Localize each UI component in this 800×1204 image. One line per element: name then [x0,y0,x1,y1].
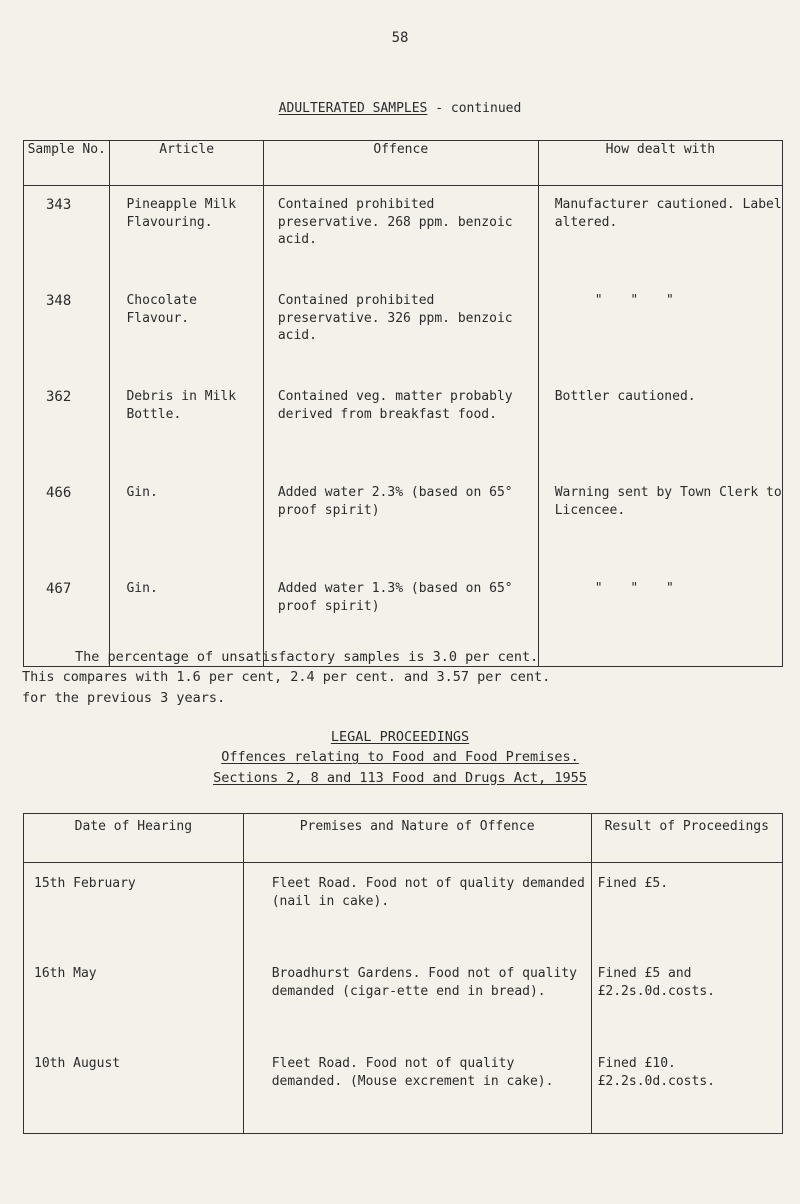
result: Fined £5 and £2.2s.0d.costs. [591,953,782,1043]
premises-offence: Fleet Road. Food not of quality demanded (nail in cake). [243,863,591,954]
section-title-main: ADULTERATED SAMPLES [278,101,428,116]
offence: Contained prohibited preservative. 326 ppm. benzoic acid. [263,282,538,378]
legal-proceedings-heading [0,727,800,788]
premises-offence: Fleet Road. Food not of quality demanded. (Mouse excrement in cake). [243,1043,591,1134]
col-header-offence: Offence [263,141,538,186]
hearing-date: 16th May [24,953,244,1043]
percentage-paragraph [22,647,782,708]
col-header-article: Article [110,141,263,186]
col-header-how-dealt: How dealt with [538,141,782,186]
how-dealt: Warning sent by Town Clerk to Licencee. [538,474,782,570]
ditto-marks: " " " [594,581,684,596]
sample-no: 362 [24,378,110,474]
sample-no: 466 [24,474,110,570]
offence: Contained veg. matter probably derived from breakfast food. [263,378,538,474]
offence: Added water 1.3% (based on 65° proof spirit) [263,570,538,667]
result: Fined £5. [591,863,782,954]
article: Pineapple Milk Flavouring. [110,186,263,283]
paragraph-line: This compares with 1.6 per cent, 2.4 per cent. and 3.57 per cent. [22,669,551,686]
section-title-suffix: - continued [435,101,522,116]
article: Debris in Milk Bottle. [110,378,263,474]
hearing-date: 15th February [24,863,244,954]
sample-no: 343 [24,186,110,283]
section-title [0,101,800,116]
table-row [24,474,783,570]
col-header-premises: Premises and Nature of Offence [243,814,591,863]
paragraph-line: for the previous 3 years. [22,689,226,706]
hearing-date: 10th August [24,1043,244,1134]
sample-no: 467 [24,570,110,667]
paragraph-line: The percentage of unsatisfactory samples is 3.0 per cent. [75,649,539,665]
article: Chocolate Flavour. [110,282,263,378]
how-dealt: Bottler cautioned. [538,378,782,474]
article: Gin. [110,474,263,570]
legal-subtitle-1: Offences relating to Food and Food Premises. [221,749,579,766]
col-header-sample-no: Sample No. [24,141,110,186]
adulterated-samples-table [23,140,783,667]
table-row [24,863,783,954]
col-header-result: Result of Proceedings [591,814,782,863]
legal-subtitle-2: Sections 2, 8 and 113 Food and Drugs Act, 1955 [213,769,587,786]
article: Gin. [110,570,263,667]
result: Fined £10. £2.2s.0d.costs. [591,1043,782,1134]
ditto-marks: " " " [594,293,684,308]
how-dealt [538,282,782,378]
table-row [24,953,783,1043]
offence: Added water 2.3% (based on 65° proof spirit) [263,474,538,570]
table-row [24,1043,783,1134]
table-row [24,282,783,378]
premises-offence: Broadhurst Gardens. Food not of quality demanded (cigar-ette end in bread). [243,953,591,1043]
offence: Contained prohibited preservative. 268 ppm. benzoic acid. [263,186,538,283]
how-dealt: Manufacturer cautioned. Label altered. [538,186,782,283]
legal-proceedings-table [23,813,783,1134]
table-row [24,186,783,283]
col-header-date: Date of Hearing [24,814,244,863]
table-row [24,378,783,474]
page-number: 58 [391,30,409,46]
sample-no: 348 [24,282,110,378]
legal-title: LEGAL PROCEEDINGS [330,729,470,745]
